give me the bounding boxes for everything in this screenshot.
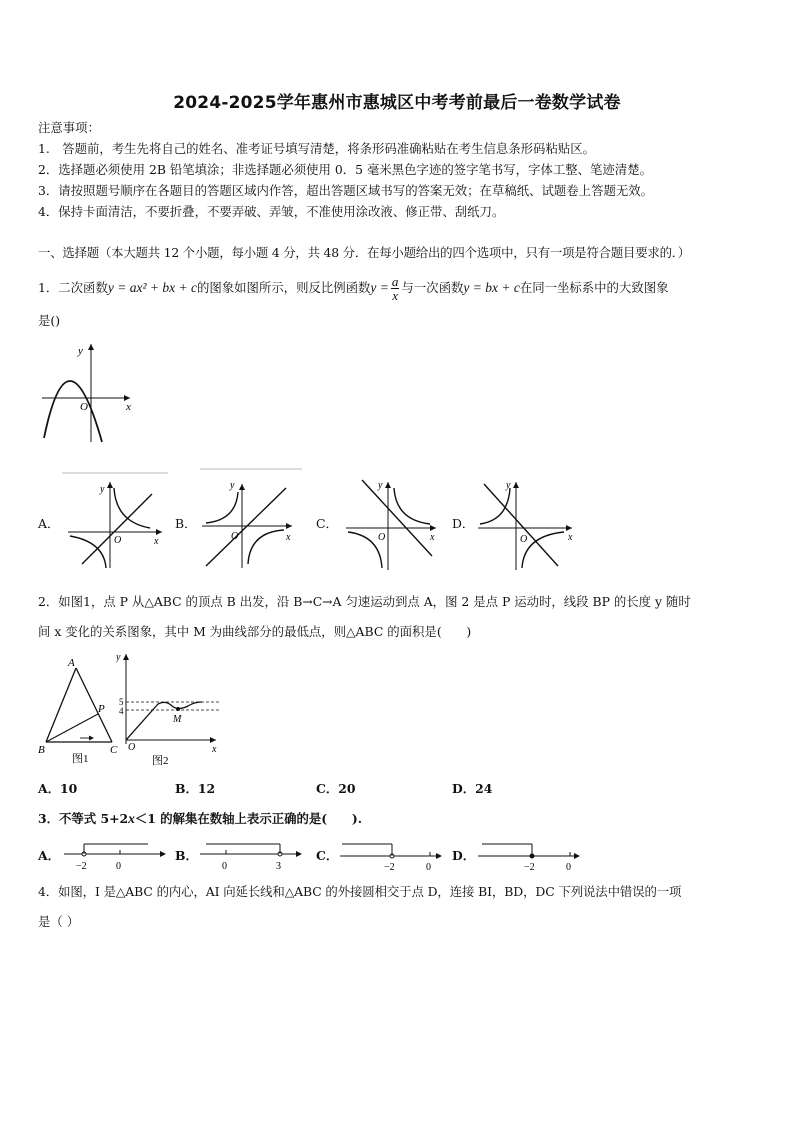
q3-option-b-number-line[interactable] [196,838,308,872]
q3-d-tick: 0 [566,862,571,872]
option-c-origin-label: O [378,532,386,543]
q1-option-c-graph[interactable] [340,474,440,574]
q1-option-d-label: D． [452,516,475,531]
q2-fig1-vertex-b: B [38,744,45,756]
q3-text-part: ＜1 的解集在数轴上表示正确的是( ). [134,811,363,826]
q1-text-part: 在同一坐标系中的大致图象 [519,280,669,295]
question-4-text-line1: 4．如图，I 是△ABC 的内心，AI 向延长线和△ABC 的外接圆相交于点 D，连接 BI，BD，DC 下列说法中错误的一项 [38,884,682,899]
q1-option-b-graph[interactable] [198,468,308,572]
q2-fig2-caption: 图2 [152,755,169,767]
q1-formula-linear: y = bx + c [463,280,520,295]
q3-option-d-label: D． [452,848,476,863]
q1-fraction [391,275,400,302]
q1-axis-x-label: x [126,401,131,413]
question-1-text [38,275,669,302]
q1-formula-quadratic: y = ax² + bx + c [107,280,197,295]
q2-fig1-vertex-c: C [110,744,118,756]
option-c-x-label: x [430,532,435,543]
q1-option-a-graph[interactable] [60,472,170,572]
option-c-y-label: y [378,480,383,491]
q2-option-c[interactable]: C．20 [316,781,356,796]
q1-option-b-label: B． [175,516,197,531]
q3-c-tick: −2 [384,862,395,872]
q3-c-tick: 0 [426,862,431,872]
q1-text-part: 与一次函数 [401,280,464,295]
q1-fraction-denominator: x [392,288,399,303]
option-b-origin-label: O [231,531,239,542]
q1-option-d-graph[interactable] [474,474,578,574]
q3-d-tick: −2 [524,862,535,872]
q1-fraction-numerator: a [391,274,399,289]
q1-formula-inverse-lhs: y = [370,280,389,295]
q3-option-d-number-line[interactable] [474,838,586,872]
q1-parabola-curve [44,381,102,442]
notice-item-4: 4．保持卡面清洁，不要折叠，不要弄破、弄皱，不准使用涂改液、修正带、刮纸刀。 [38,204,505,219]
q3-text-part: 3．不等式 5+2 [38,811,129,826]
q2-fig2-x-label: x [212,744,217,755]
q3-option-c-number-line[interactable] [336,838,448,872]
option-d-x-label: x [568,532,573,543]
q2-fig1-caption: 图1 [72,753,89,765]
q1-option-c-label: C． [316,516,338,531]
question-2-text-line1: 2．如图1，点 P 从△ABC 的顶点 B 出发，沿 B→C→A 匀速运动到点 A，图 2 是点 P 运动时，线段 BP 的长度 y 随时 [38,594,691,609]
q2-figure-2 [116,648,228,768]
q3-option-c-label: C． [316,848,339,863]
q1-origin-label: O [80,401,88,413]
q2-figure-1 [36,654,126,768]
q1-text-part: 的图象如图所示，则反比例函数 [196,280,371,295]
option-d-y-label: y [506,480,511,491]
q3-option-a-number-line[interactable] [58,838,170,872]
notice-item-3: 3．请按照题号顺序在各题目的答题区域内作答，超出答题区域书写的答案无效；在草稿纸、试题卷上答题无效。 [38,183,654,198]
q1-option-a-label: A． [38,516,60,531]
q3-b-tick: 0 [222,861,227,872]
option-a-x-label: x [154,536,159,547]
q1-parabola-graph [38,340,143,445]
q2-fig2-tick-5: 5 [119,697,124,707]
notice-item-2: 2．选择题必须使用 2B 铅笔填涂；非选择题必须使用 0．5 毫米黑色字迹的签字笔书写，字体工整、笔迹清楚。 [38,162,652,177]
option-a-y-label: y [100,484,105,495]
question-3-text [38,811,362,827]
q2-option-b[interactable]: B．12 [175,781,216,796]
q2-option-d[interactable]: D．24 [452,781,493,796]
q2-fig2-y-label: y [116,652,121,663]
question-4-text-line2: 是（ ） [38,914,80,929]
q3-a-tick: −2 [76,861,87,872]
notice-heading: 注意事项： [38,120,100,135]
option-b-y-label: y [230,480,235,491]
q3-b-tick: 3 [276,861,281,872]
q2-fig1-point-p: P [98,703,105,715]
q3-option-b-label: B． [175,848,198,863]
question-1-text-line2: 是() [38,313,61,328]
q1-axis-y-label: y [78,345,83,357]
q3-option-a-label: A． [38,848,61,863]
q2-fig1-vertex-a: A [68,657,75,669]
q3-a-tick: 0 [116,861,121,872]
q3-variable: x [128,811,135,826]
q2-fig2-tick-4: 4 [119,706,124,716]
notice-item-1: 1. 答题前，考生先将自己的姓名、准考证号填写清楚，将条形码准确粘贴在考生信息条形码粘贴区。 [38,141,596,156]
option-b-x-label: x [286,532,291,543]
page-title: 2024-2025学年惠州市惠城区中考考前最后一卷数学试卷 [173,93,621,113]
q2-fig2-point-m: M [173,714,182,725]
q2-option-a[interactable]: A．10 [38,781,78,796]
option-d-origin-label: O [520,534,528,545]
section-heading: 一、选择题（本大题共 12 个小题，每小题 4 分，共 48 分．在每小题给出的四个选项中，只有一项是符合题目要求的．） [38,245,690,260]
q2-fig2-origin-label: O [128,742,136,753]
q1-text-part: 1．二次函数 [38,280,108,295]
question-2-text-line2: 间 x 变化的关系图象，其中 M 为曲线部分的最低点，则△ABC 的面积是( ) [38,624,472,639]
option-a-origin-label: O [114,535,122,546]
